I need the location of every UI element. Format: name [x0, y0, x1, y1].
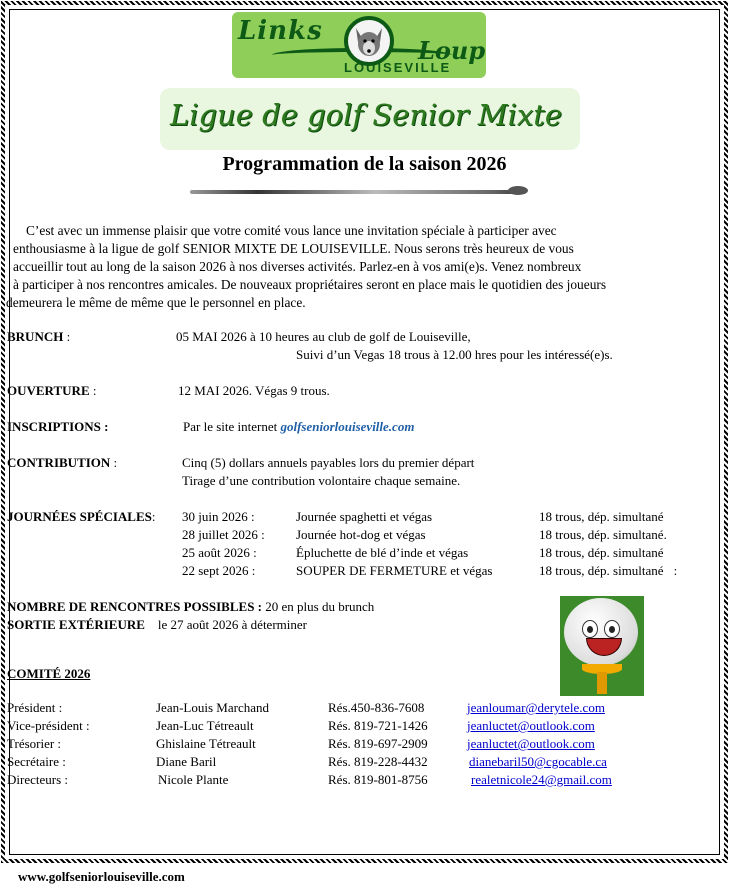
intro-line: à participer à nos rencontres amicales. De nouveaux propriétaires seront en place mais le quotidien des joueurs [13, 277, 607, 292]
intro-line: enthousiasme à la ligue de golf SENIOR MIXTE DE LOUISEVILLE. Nous serons très heureux de vous [13, 241, 574, 256]
wolf-head-icon [344, 16, 394, 66]
intro-line: accueillir tout au long de la saison 2026 à nos diverses activités. Parlez-en à vos ami(e)s. Venez nombreux [13, 259, 582, 274]
special-day-details: 18 trous, dép. simultané. [539, 527, 667, 542]
decorative-rule [190, 190, 526, 194]
member-phone: Rés. 819-721-1426 [328, 718, 428, 733]
league-logo [160, 12, 580, 150]
logo-brand-right: Loup [418, 36, 486, 65]
special-day-date: 25 août 2026 : [182, 545, 257, 560]
page-title: Programmation de la saison 2026 [222, 153, 507, 175]
member-role: Vice-président : [7, 718, 90, 733]
ouverture-text: 12 MAI 2026. Végas 9 trous. [178, 383, 330, 398]
eye-icon [582, 620, 598, 638]
inscriptions-text: Par le site internet golfseniorlouiseville.com [183, 419, 415, 434]
member-name: Diane Baril [156, 754, 217, 769]
links-loup-logo [232, 12, 486, 78]
special-day-event: SOUPER DE FERMETURE et végas [296, 563, 493, 578]
member-email-link[interactable]: realetnicole24@gmail.com [471, 772, 612, 787]
special-day-details: 18 trous, dép. simultané : [539, 563, 678, 578]
intro-line: demeurera le même de même que le personnel en place. [6, 295, 306, 310]
member-email-link[interactable]: jeanloumar@derytele.com [467, 700, 605, 715]
member-role: Président : [7, 700, 63, 715]
special-day-date: 30 juin 2026 : [182, 509, 255, 524]
member-email-link[interactable]: jeanluctet@outlook.com [467, 718, 595, 733]
special-day-event: Épluchette de blé d’inde et végas [296, 545, 469, 560]
inscriptions-label: INSCRIPTIONS : [7, 419, 109, 434]
member-email-link[interactable]: jeanluctet@outlook.com [467, 736, 595, 751]
eye-icon [604, 620, 620, 638]
special-day-date: 22 sept 2026 : [182, 563, 256, 578]
contribution-label: CONTRIBUTION : [7, 455, 118, 470]
logo-city: LOUISEVILLE [344, 60, 452, 75]
league-name: Ligue de golf Senior Mixte [170, 98, 563, 132]
league-banner [160, 88, 580, 150]
golf-tee-stem [597, 672, 607, 694]
brunch-line-2: Suivi d’un Vegas 18 trous à 12.00 hres pour les intéressé(e)s. [296, 347, 613, 362]
member-role: Trésorier : [7, 736, 62, 751]
rencontres-line: NOMBRE DE RENCONTRES POSSIBLES : 20 en plus du brunch [7, 599, 375, 614]
contribution-line-2: Tirage d’une contribution volontaire chaque semaine. [182, 473, 461, 488]
member-phone: Rés.450-836-7608 [328, 700, 425, 715]
sortie-line: SORTIE EXTÉRIEURE le 27 août 2026 à déterminer [7, 617, 307, 632]
member-role: Directeurs : [7, 772, 69, 787]
special-day-details: 18 trous, dép. simultané [539, 545, 664, 560]
member-phone: Rés. 819-801-8756 [328, 772, 428, 787]
golf-ball-mascot-icon [560, 596, 644, 696]
brunch-label: BRUNCH : [7, 329, 71, 344]
special-day-event: Journée spaghetti et végas [296, 509, 433, 524]
contribution-line-1: Cinq (5) dollars annuels payables lors du premier départ [182, 455, 475, 470]
brunch-line-1: 05 MAI 2026 à 10 heures au club de golf de Louiseville, [176, 329, 471, 344]
special-day-event: Journée hot-dog et végas [296, 527, 426, 542]
ouverture-label: OUVERTURE : [7, 383, 97, 398]
member-phone: Rés. 819-697-2909 [328, 736, 428, 751]
intro-paragraph [6, 222, 718, 312]
decorative-rule-tip [508, 186, 528, 195]
intro-line: C’est avec un immense plaisir que votre comité vous lance une invitation spéciale à participer avec [26, 223, 557, 238]
comite-heading: COMITÉ 2026 [7, 666, 91, 681]
golf-ball-icon [564, 598, 638, 666]
member-email-link[interactable]: dianebaril50@cgocable.ca [469, 754, 607, 769]
journees-label: JOURNÉES SPÉCIALES: [7, 509, 156, 524]
smile-icon [586, 638, 622, 656]
logo-brand-left: Links [238, 16, 323, 46]
footer-website[interactable]: www.golfseniorlouiseville.com [18, 869, 185, 884]
wolf-icon [348, 20, 390, 62]
website-link[interactable]: golfseniorlouiseville.com [280, 419, 415, 434]
member-phone: Rés. 819-228-4432 [328, 754, 428, 769]
member-name: Nicole Plante [158, 772, 229, 787]
member-role: Secrétaire : [7, 754, 66, 769]
member-name: Jean-Luc Tétreault [156, 718, 254, 733]
member-name: Jean-Louis Marchand [156, 700, 269, 715]
member-name: Ghislaine Tétreault [156, 736, 256, 751]
special-day-details: 18 trous, dép. simultané [539, 509, 664, 524]
special-day-date: 28 juillet 2026 : [182, 527, 265, 542]
